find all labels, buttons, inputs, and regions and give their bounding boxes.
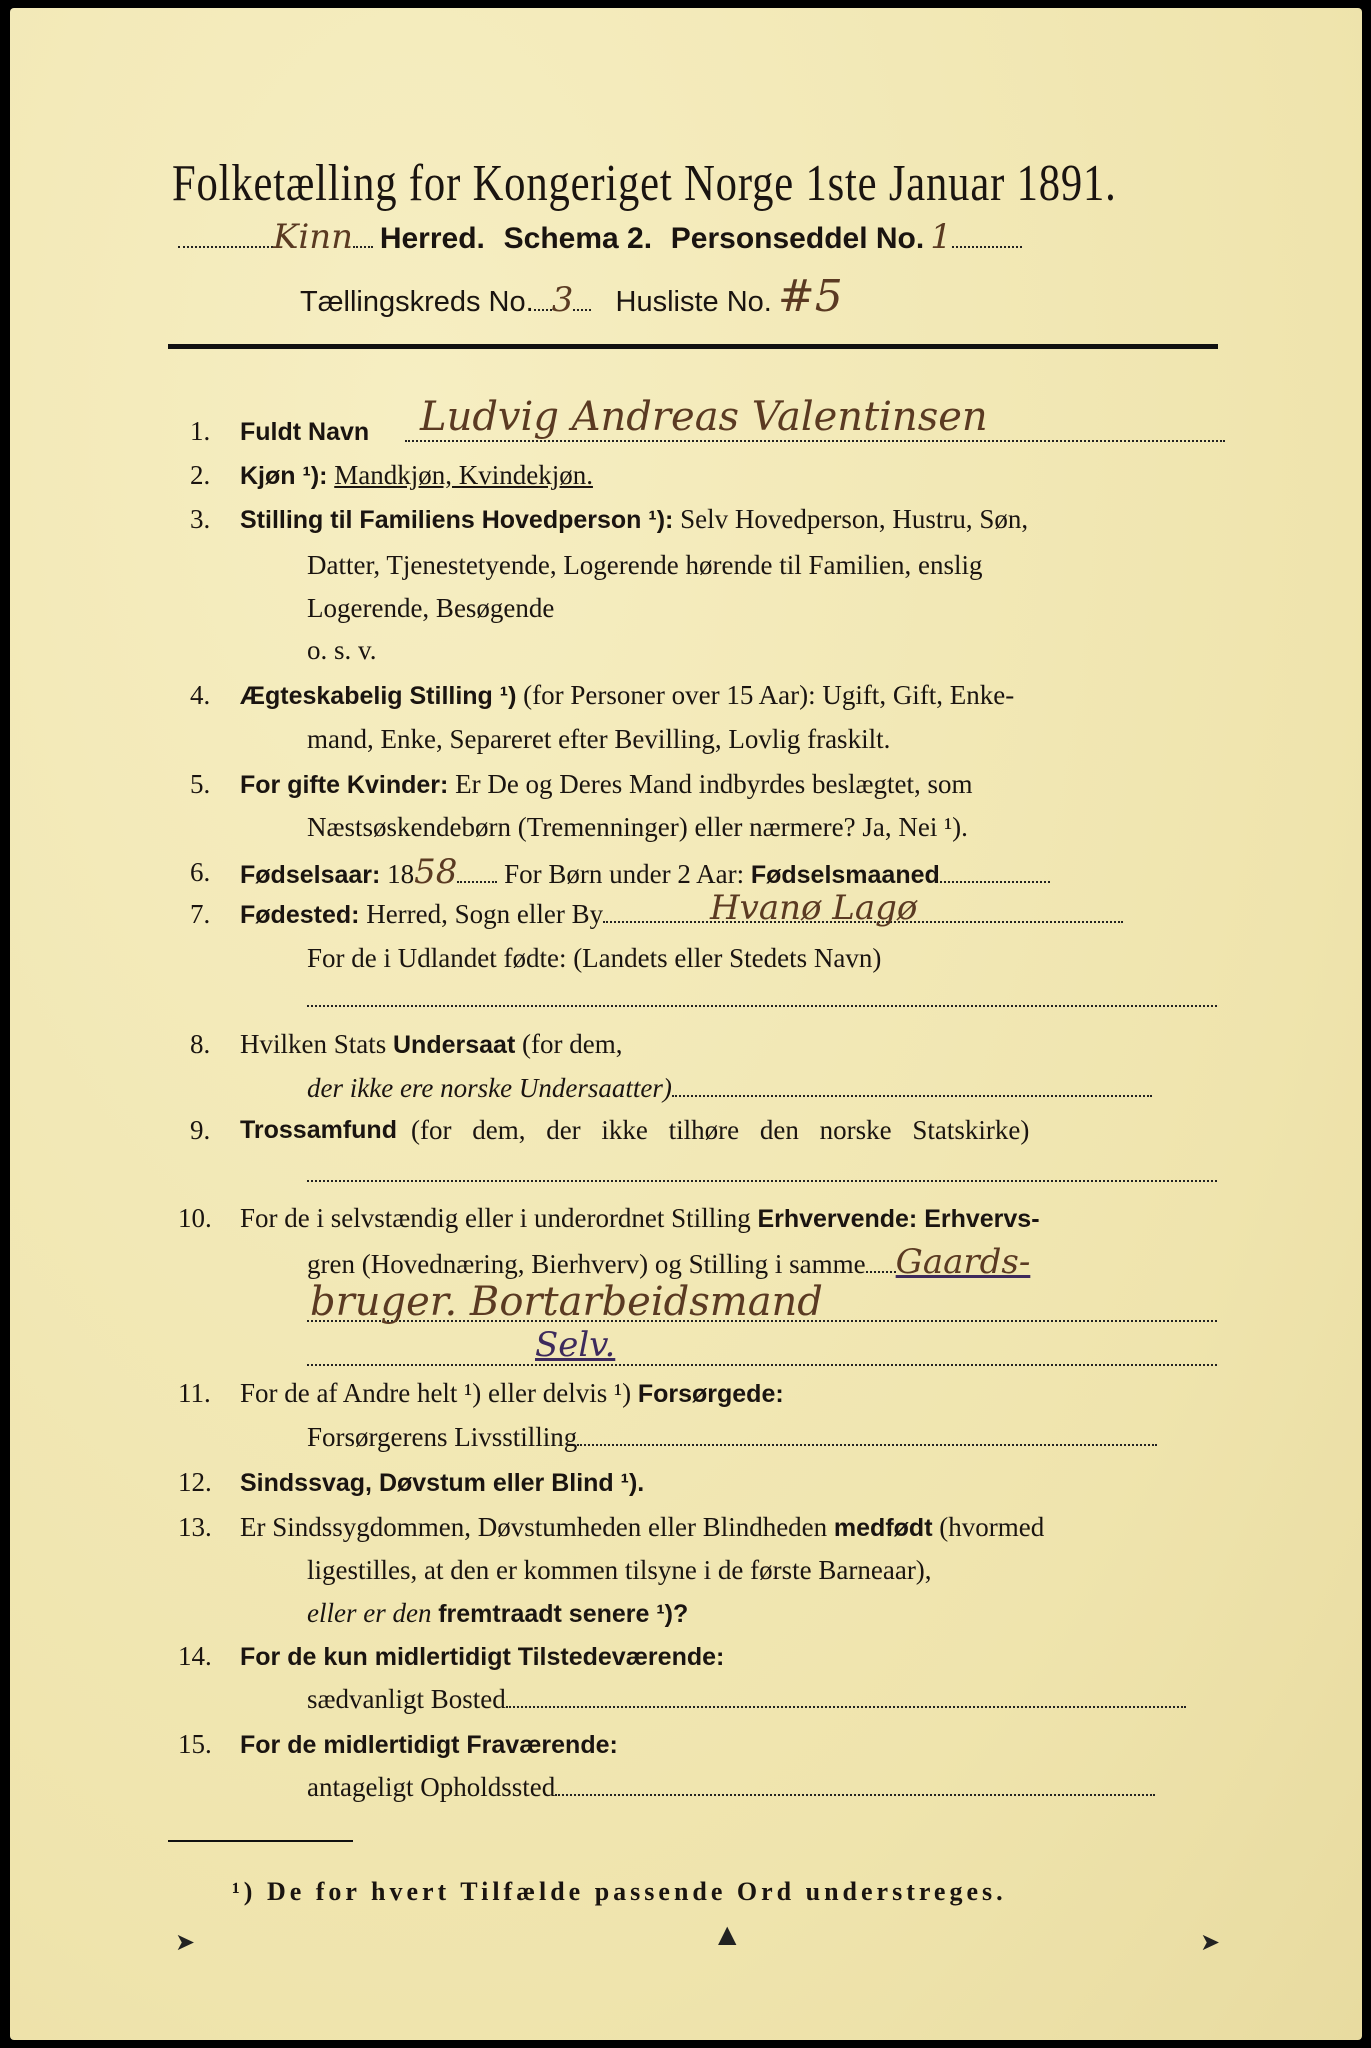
item-14-cont <box>307 1682 1186 1716</box>
text: (for dem, der ikke tilhøre den norske Statskirke) <box>410 1115 1030 1145</box>
item-15-cont <box>307 1770 1155 1804</box>
text: eller er den <box>307 1598 432 1628</box>
item-7 <box>240 888 1123 932</box>
text: For de i Udlandet fødte: (Landets eller Stedets Navn) <box>307 943 882 973</box>
herred-label: Herred. <box>379 222 485 255</box>
footnote: ¹) De for hvert Tilfælde passende Ord understreges. <box>232 1877 1007 1906</box>
item-3 <box>240 502 1028 537</box>
label: Fødselsaar: <box>240 861 381 889</box>
label: Ægteskabelig Stilling ¹) <box>240 682 517 710</box>
item-number: 11. <box>178 1378 211 1408</box>
label: Undersaat <box>393 1031 516 1059</box>
label: Kjøn ¹): <box>240 462 328 490</box>
kreds-label: Tællingskreds No. <box>300 286 534 318</box>
personseddel-label: Personseddel No. <box>670 222 925 255</box>
text: Logerende, Besøgende <box>307 593 555 623</box>
blank-line <box>307 1158 1217 1182</box>
personseddel-value: 1 <box>930 217 952 257</box>
birthplace-value: Hvanø Lagø <box>710 888 918 928</box>
text: Er De og Deres Mand indbyrdes beslægtet, som <box>455 769 973 799</box>
label: fremtraadt senere ¹)? <box>438 1600 689 1628</box>
item-number: 2. <box>190 460 211 490</box>
item-5 <box>240 767 973 802</box>
husliste-label: Husliste No. <box>615 286 772 318</box>
label: For de midlertidigt Fraværende: <box>240 1731 618 1759</box>
blank-line <box>307 983 1217 1007</box>
schema-label: Schema 2. <box>503 222 653 255</box>
corner-mark-icon: ➤ <box>175 1928 196 1956</box>
occupation-value-2: bruger. Bortarbeidsmand <box>310 1279 823 1325</box>
item-number: 14. <box>178 1641 212 1671</box>
label: Trossamfund <box>240 1116 397 1144</box>
item-13-cont <box>307 1596 688 1631</box>
item-2 <box>240 458 593 493</box>
text: Datter, Tjenestetyende, Logerende hørende til Familien, enslig <box>307 550 983 580</box>
text: (for dem, <box>522 1029 623 1059</box>
item-number: 15. <box>178 1729 212 1759</box>
item-10 <box>240 1201 1040 1236</box>
text: Selv Hovedperson, Hustru, Søn, <box>680 504 1029 534</box>
item-1 <box>240 394 988 449</box>
answer-line <box>307 1342 1217 1366</box>
husliste-value: #5 <box>777 271 843 322</box>
header-divider <box>168 344 1218 349</box>
text: gren (Hovednæring, Bierhverv) og Stilling i samme <box>307 1249 866 1279</box>
item-8 <box>240 1027 622 1062</box>
item-6 <box>240 852 1050 892</box>
kreds-line <box>300 271 843 322</box>
footnote-divider <box>168 1840 353 1842</box>
item-number: 12. <box>178 1467 212 1497</box>
text: ligestilles, at den er kommen tilsyne i de første Barneaar), <box>307 1555 932 1585</box>
text: Mandkjøn, Kvindekjøn. <box>334 460 593 490</box>
item-11 <box>240 1376 784 1411</box>
form-title: Folketælling for Kongeriget Norge 1ste Januar 1891. <box>172 155 1117 212</box>
item-number: 7. <box>190 899 211 929</box>
text: For de i selvstændig eller i underordnet Stilling <box>240 1203 751 1233</box>
herred-line <box>178 217 1022 257</box>
item-number: 10. <box>178 1203 212 1233</box>
item-number: 1. <box>190 416 211 446</box>
text: mand, Enke, Separeret efter Bevilling, Lovlig fraskilt. <box>307 724 891 754</box>
label: For gifte Kvinder: <box>240 771 449 799</box>
item-11-cont <box>307 1420 1157 1454</box>
label: Fuldt Navn <box>240 418 370 446</box>
position-value: Selv. <box>535 1325 616 1365</box>
label: Erhvervende: Erhvervs- <box>757 1205 1040 1233</box>
item-8-cont <box>307 1071 1152 1105</box>
name-value: Ludvig Andreas Valentinsen <box>420 394 988 440</box>
occupation-value-1: Gaards- <box>895 1242 1031 1282</box>
item-number: 3. <box>190 504 211 534</box>
text: Næstsøskendebørn (Tremenninger) eller nærmere? Ja, Nei ¹). <box>307 812 968 842</box>
label: Fødselsmaaned <box>750 861 940 889</box>
year-prefix: 18 <box>387 859 415 889</box>
text: Forsørgerens Livsstilling <box>307 1422 578 1452</box>
text: (hvormed <box>939 1512 1045 1542</box>
text: (for Personer over 15 Aar): Ugift, Gift, Enke- <box>523 680 1015 710</box>
item-number: 6. <box>190 857 211 887</box>
item-4 <box>240 678 1014 713</box>
label: Fødested: <box>240 901 360 929</box>
text: For de af Andre helt ¹) eller delvis ¹) <box>240 1378 632 1408</box>
text: For Børn under 2 Aar: <box>504 859 745 889</box>
birth-year-value: 58 <box>414 852 458 892</box>
label: medfødt <box>833 1514 933 1542</box>
text: Herred, Sogn eller By <box>366 899 604 929</box>
item-10-cont <box>307 1242 1031 1282</box>
label: Forsørgede: <box>637 1380 784 1408</box>
item-number: 5. <box>190 769 211 799</box>
text: sædvanligt Bosted <box>307 1684 506 1714</box>
text: antageligt Opholdssted <box>307 1772 556 1802</box>
label: For de kun midlertidigt Tilstedeværende: <box>240 1643 725 1671</box>
text: Er Sindssygdommen, Døvstumheden eller Blindheden <box>240 1512 828 1542</box>
label: Stilling til Familiens Hovedperson ¹): <box>240 506 674 534</box>
item-9 <box>240 1113 1029 1147</box>
item-number: 8. <box>190 1029 211 1059</box>
text: der ikke ere norske Undersaatter) <box>307 1073 672 1103</box>
corner-mark-icon: ➤ <box>1200 1928 1221 1956</box>
item-13 <box>240 1510 1044 1545</box>
item-number: 4. <box>190 680 211 710</box>
item-14 <box>240 1639 724 1674</box>
item-number: 13. <box>178 1512 212 1542</box>
text: Hvilken Stats <box>240 1029 387 1059</box>
item-15 <box>240 1727 618 1762</box>
kreds-value: 3 <box>551 280 574 320</box>
item-12 <box>240 1465 644 1500</box>
center-mark-icon: ▲ <box>718 1920 737 1948</box>
label: Sindssvag, Døvstum eller Blind ¹). <box>240 1469 645 1497</box>
item-number: 9. <box>190 1115 211 1145</box>
census-form <box>10 8 1362 2040</box>
text: o. s. v. <box>307 635 377 665</box>
herred-value: Kinn <box>273 217 354 257</box>
